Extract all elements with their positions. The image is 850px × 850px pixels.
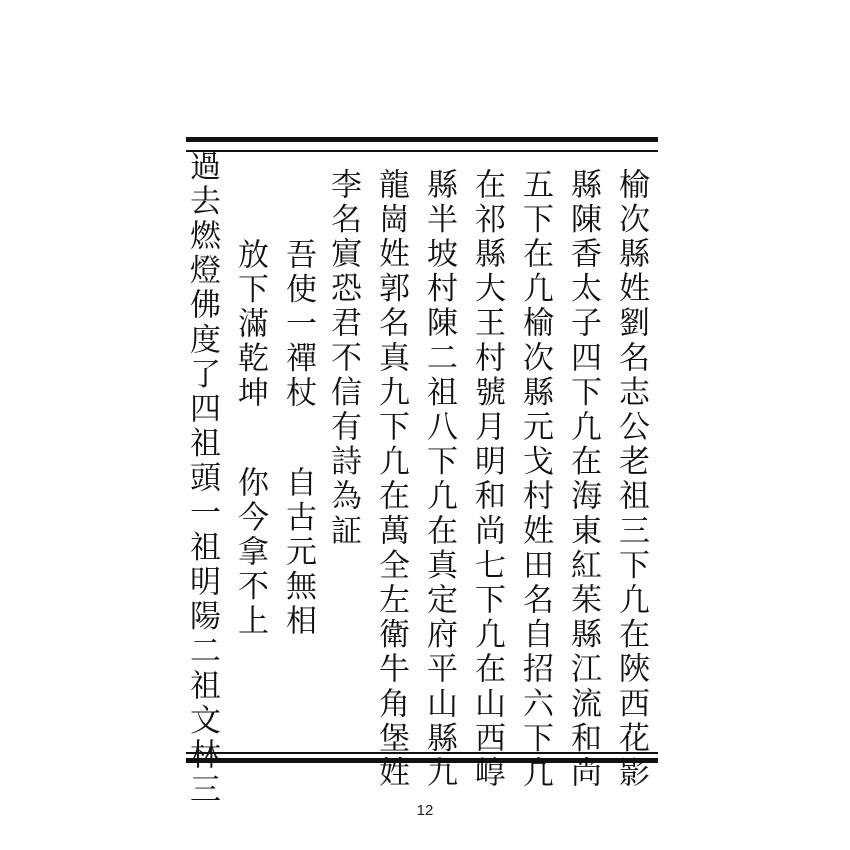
text-column-6: 龍崗姓郭名真九下凢在萬全左衛牛角堡姓: [373, 168, 409, 791]
poem-line-2-top: 放下滿乾坤: [232, 238, 268, 411]
text-column-last: 過去燃燈佛度了四祖頭一祖明陽二祖文林三: [184, 150, 220, 808]
text-column-5: 縣半坡村陳二祖八下凢在真定府平山縣九: [421, 168, 457, 791]
page-number: 12: [416, 802, 434, 819]
text-column-2: 縣陳香太子四下凢在海東紅茱縣江流和尚: [565, 168, 601, 791]
poem-line-1-bottom: 自古元無相: [280, 466, 316, 639]
text-column-1: 榆次縣姓劉名志公老祖三下凢在陜西花影: [613, 168, 649, 791]
top-border-thin: [186, 150, 658, 152]
poem-line-2-bottom: 你今拿不上: [232, 466, 268, 639]
text-column-7: 李名賔恐君不信有詩為証: [325, 168, 361, 549]
poem-line-1-top: 吾使一禪杖: [280, 238, 316, 411]
text-column-4: 在祁縣大王村號月明和尚七下凢在山西崞: [469, 168, 505, 791]
top-border-thick: [186, 137, 658, 142]
text-column-3: 五下在凢榆次縣元戈村姓田名自招六下凢: [517, 168, 553, 791]
